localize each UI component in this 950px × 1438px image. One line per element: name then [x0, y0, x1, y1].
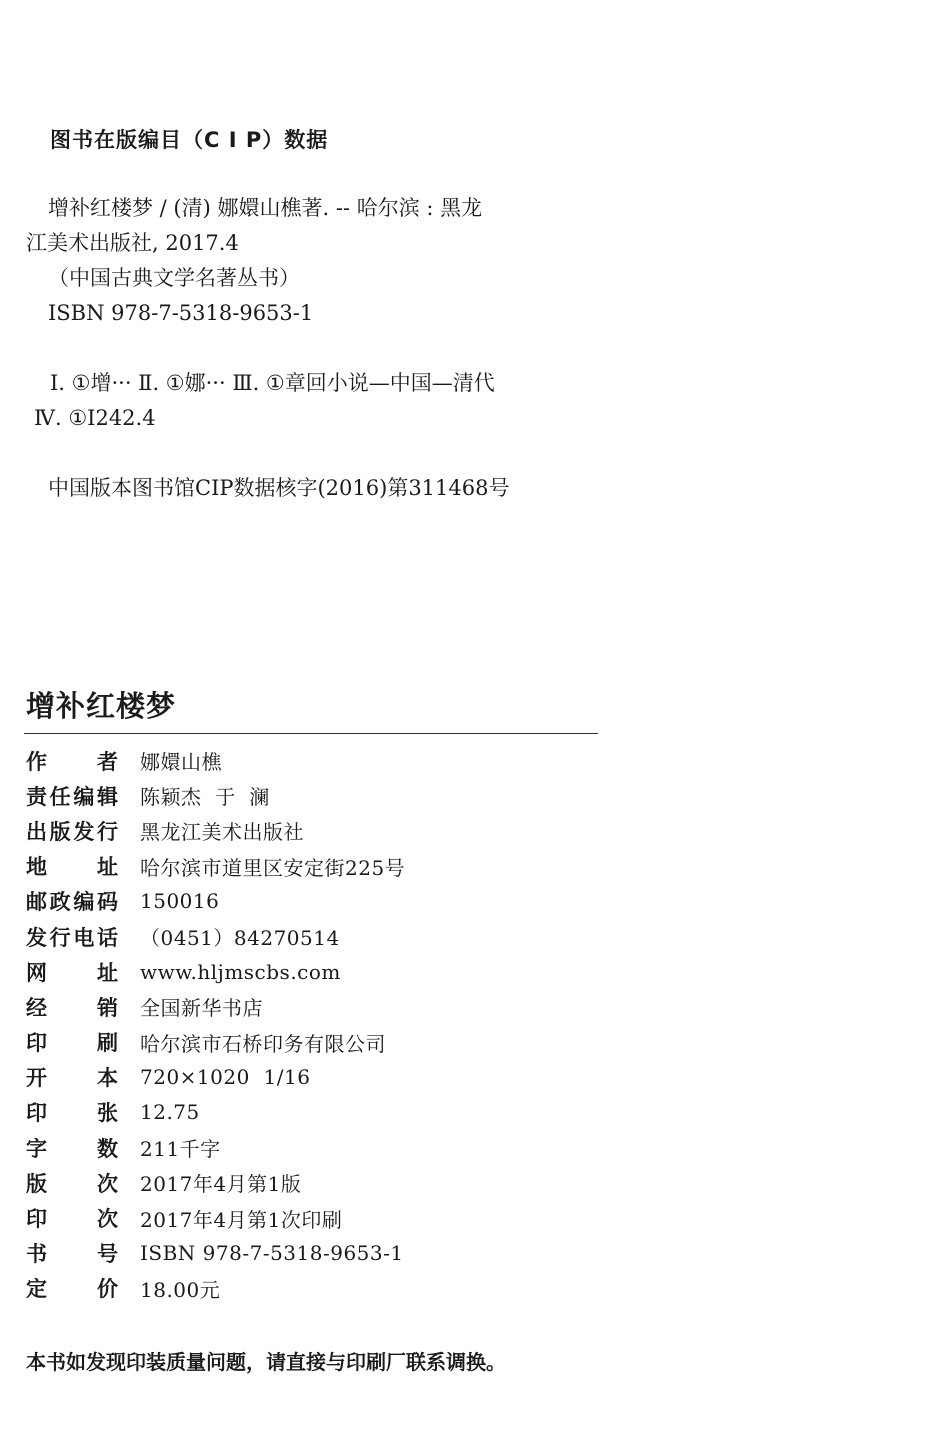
info-row-price — [26, 1271, 626, 1306]
info-row-distributor — [26, 989, 626, 1024]
quality-notice: 本书如发现印装质量问题，请直接与印刷厂联系调换。 — [26, 1350, 506, 1374]
info-label: 印次 — [26, 1207, 118, 1232]
cip-title-line: 增补红楼梦 / (清) 娜嬛山樵著. -- 哈尔滨 : 黑龙 — [48, 196, 483, 220]
info-row-format — [26, 1060, 626, 1095]
cip-series-line: （中国古典文学名著丛书） — [48, 266, 300, 290]
info-row-isbn — [26, 1236, 626, 1271]
info-row-printing — [26, 1200, 626, 1235]
info-label: 字数 — [26, 1136, 118, 1161]
info-value: 2017年4月第1次印刷 — [140, 1207, 343, 1232]
info-label: 发行电话 — [26, 925, 118, 950]
info-row-postcode — [26, 884, 626, 919]
info-label: 地址 — [26, 855, 118, 880]
cip-heading: 图书在版编目（C I P）数据 — [50, 128, 329, 152]
info-value: 211千字 — [140, 1137, 221, 1162]
info-row-publisher — [26, 813, 626, 848]
info-row-printer — [26, 1025, 626, 1060]
cip-subject-line: Ⅰ. ①增··· Ⅱ. ①娜··· Ⅲ. ①章回小说—中国—清代 — [50, 371, 495, 395]
book-title: 增补红楼梦 — [26, 689, 177, 723]
info-value: 全国新华书店 — [140, 996, 263, 1021]
info-label: 出版发行 — [26, 819, 118, 844]
info-label: 作者 — [26, 749, 118, 774]
info-value: 黑龙江美术出版社 — [140, 820, 304, 845]
info-row-address — [26, 849, 626, 884]
info-value: 哈尔滨市道里区安定街225号 — [140, 855, 406, 880]
info-value: www.hljmscbs.com — [140, 959, 341, 984]
info-label: 经销 — [26, 995, 118, 1020]
info-label: 印刷 — [26, 1031, 118, 1056]
book-info-list — [26, 743, 626, 1306]
info-row-author — [26, 743, 626, 778]
info-value: 2017年4月第1版 — [140, 1172, 302, 1197]
cip-isbn-line: ISBN 978-7-5318-9653-1 — [48, 301, 314, 325]
info-value: 哈尔滨市石桥印务有限公司 — [140, 1031, 386, 1056]
info-value: 720×1020 1/16 — [140, 1065, 311, 1090]
info-label: 版次 — [26, 1171, 118, 1196]
info-row-website — [26, 954, 626, 989]
cip-classification-line: Ⅳ. ①I242.4 — [34, 406, 156, 430]
info-label: 邮政编码 — [26, 890, 118, 915]
info-value: ISBN 978-7-5318-9653-1 — [140, 1241, 404, 1266]
cip-publisher-line: 江美术出版社, 2017.4 — [26, 231, 239, 255]
info-row-phone — [26, 919, 626, 954]
info-row-edition — [26, 1165, 626, 1200]
info-label: 书号 — [26, 1242, 118, 1267]
info-label: 印张 — [26, 1101, 118, 1126]
info-label: 责任编辑 — [26, 784, 118, 809]
info-label: 开本 — [26, 1066, 118, 1091]
cip-record-number: 中国版本图书馆CIP数据核字(2016)第311468号 — [48, 476, 510, 500]
info-value: 150016 — [140, 889, 220, 914]
title-divider — [24, 733, 598, 734]
info-value: 娜嬛山樵 — [140, 750, 222, 775]
info-value: 12.75 — [140, 1100, 200, 1125]
info-label: 定价 — [26, 1277, 118, 1302]
info-row-editor — [26, 778, 626, 813]
info-row-sheets — [26, 1095, 626, 1130]
info-value: 陈颖杰 于 澜 — [140, 785, 270, 810]
info-value: （0451）84270514 — [140, 926, 340, 951]
info-row-word-count — [26, 1130, 626, 1165]
info-label: 网址 — [26, 960, 118, 985]
info-value: 18.00元 — [140, 1277, 221, 1302]
